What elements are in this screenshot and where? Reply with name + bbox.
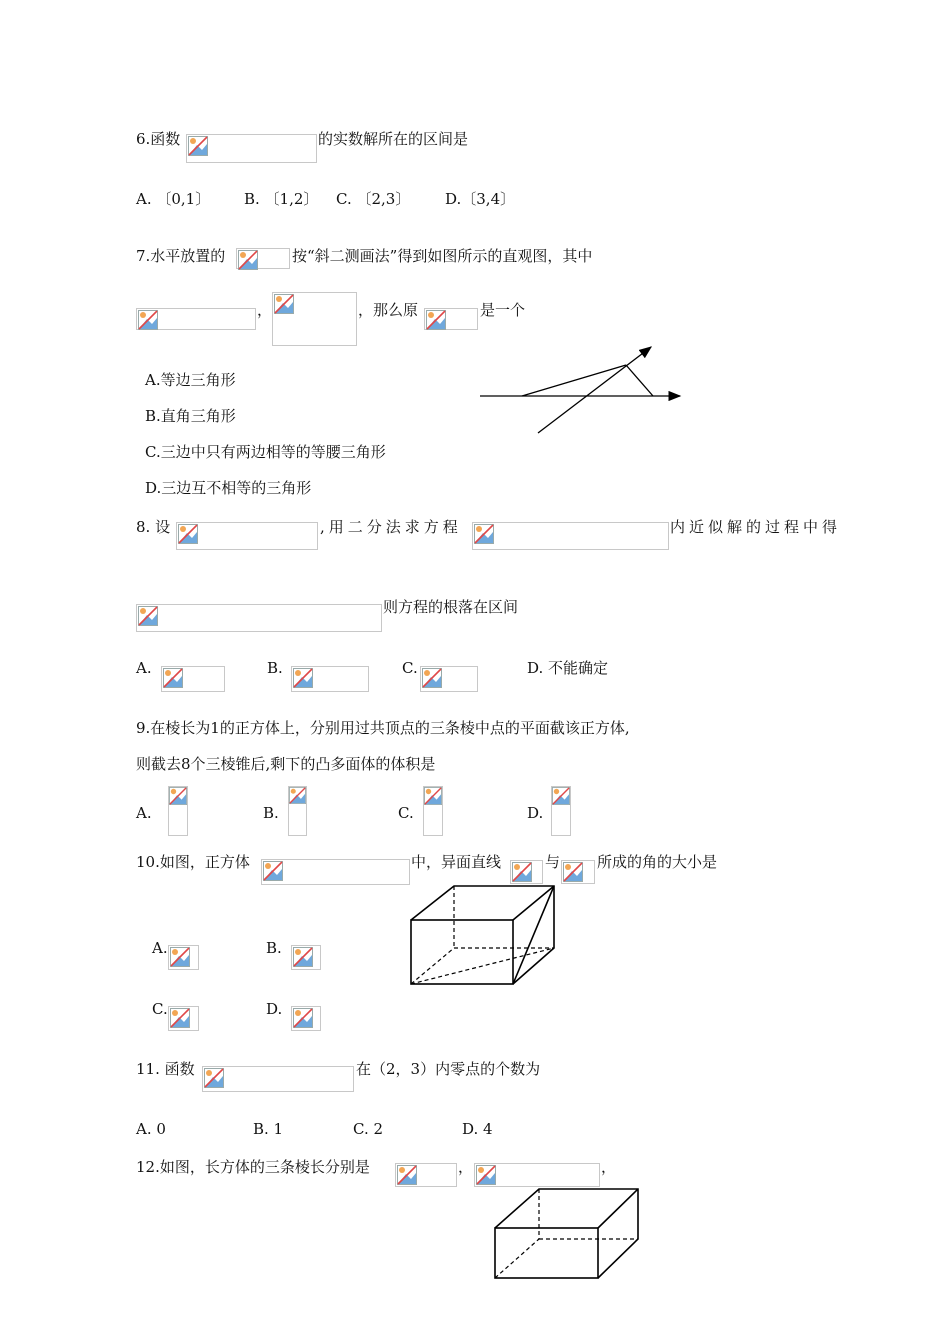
broken-image-icon [476, 1165, 496, 1185]
broken-image-icon [274, 294, 294, 314]
q11-function-image [202, 1066, 354, 1092]
broken-image-icon [289, 787, 306, 804]
broken-image-icon [426, 310, 446, 330]
broken-image-icon [170, 947, 190, 967]
q7-condition-image-2 [272, 292, 357, 346]
q10-stem-middle: 中，异面直线 [411, 853, 502, 871]
q8-stem-end: 内近似解的过程中得 [670, 518, 842, 536]
broken-image-icon [188, 136, 208, 156]
broken-image-icon [238, 250, 258, 270]
broken-image-icon [552, 787, 570, 805]
q11-stem-end: 在（2，3）内零点的个数为 [356, 1060, 541, 1078]
q12-separator-2: ， [601, 1158, 617, 1176]
q6-function-image [186, 134, 317, 163]
q10-line-2-image [561, 860, 595, 884]
q6-option-a: A. 〔0,1〕 [136, 190, 211, 208]
q10-stem-start: 10.如图，正方体 [136, 853, 250, 871]
q10-option-b-image [291, 945, 321, 970]
q8-option-c-image [420, 666, 478, 692]
broken-image-icon [474, 524, 494, 544]
q9-option-c-label: C. [398, 804, 414, 822]
q8-stem-middle: ,用二分法求方程 [320, 518, 462, 536]
q7-option-b: B.直角三角形 [145, 407, 236, 425]
q8-function-image [176, 522, 318, 550]
q7-separator-2: ，那么原 [358, 301, 419, 319]
q8-stem-conclusion: 则方程的根落在区间 [383, 598, 519, 616]
broken-image-icon [293, 1008, 313, 1028]
q10-cube-name-image [261, 859, 410, 885]
q7-option-c: C.三边中只有两边相等的等腰三角形 [145, 443, 386, 461]
q8-option-d: D. 不能确定 [527, 659, 609, 677]
broken-image-icon [563, 862, 583, 882]
q7-option-d: D.三边互不相等的三角形 [145, 479, 312, 497]
q11-option-a: A. 0 [136, 1120, 166, 1138]
broken-image-icon [422, 668, 442, 688]
q11-option-c: C. 2 [353, 1120, 384, 1138]
q7-condition-image-1 [136, 308, 256, 330]
q9-option-b-label: B. [263, 804, 279, 822]
q8-option-c-label: C. [402, 659, 418, 677]
q6-stem-end: 的实数解所在的区间是 [318, 130, 469, 148]
broken-image-icon [424, 787, 442, 805]
q10-option-a-image [168, 945, 199, 970]
broken-image-icon [397, 1165, 417, 1185]
q10-stem-end: 所成的角的大小是 [597, 853, 718, 871]
q7-triangle-image [236, 248, 290, 269]
q9-option-b-image [288, 786, 307, 836]
q9-option-d-label: D. [527, 804, 544, 822]
q8-values-image [136, 604, 382, 632]
q8-option-a-label: A. [136, 659, 152, 677]
q6-option-c: C. 〔2,3〕 [336, 190, 411, 208]
q9-option-d-image [551, 786, 571, 836]
q12-cuboid-figure [492, 1186, 642, 1282]
q8-option-b-label: B. [267, 659, 283, 677]
q7-option-a: A.等边三角形 [145, 371, 236, 389]
q6-stem-start: 6.函数 [136, 130, 181, 148]
q10-stem-and: 与 [545, 853, 561, 871]
broken-image-icon [138, 310, 158, 330]
q10-option-b-label: B. [266, 939, 282, 957]
broken-image-icon [170, 1008, 190, 1028]
q7-stem-start: 7.水平放置的 [136, 247, 226, 265]
q10-option-c-image [168, 1006, 199, 1031]
q12-edge-2-image [474, 1163, 600, 1187]
broken-image-icon [263, 861, 283, 881]
q11-option-d: D. 4 [462, 1120, 493, 1138]
q10-cube-figure [408, 882, 560, 988]
q9-stem-line-2: 则截去8个三棱锥后,剩下的凸多面体的体积是 [136, 755, 436, 773]
q9-option-a-label: A. [136, 804, 152, 822]
broken-image-icon [138, 606, 158, 626]
broken-image-icon [204, 1068, 224, 1088]
q7-oblique-triangle-figure [470, 338, 690, 438]
broken-image-icon [293, 668, 313, 688]
q9-option-a-image [168, 786, 188, 836]
q7-stem-middle: 按“斜二测画法”得到如图所示的直观图，其中 [292, 247, 593, 265]
q11-stem-start: 11. 函数 [136, 1060, 195, 1078]
q8-option-a-image [161, 666, 225, 692]
q8-option-b-image [291, 666, 369, 692]
q9-stem-line-1: 9.在棱长为1的正方体上，分别用过共顶点的三条棱中点的平面截该正方体, [136, 719, 630, 737]
q8-stem-start: 8. 设 [136, 518, 171, 536]
q10-option-c-label: C. [152, 1000, 168, 1018]
q9-option-c-image [423, 786, 443, 836]
q10-option-d-label: D. [266, 1000, 283, 1018]
q12-separator-1: ， [458, 1158, 474, 1176]
q6-option-b: B. 〔1,2〕 [244, 190, 319, 208]
q11-option-b: B. 1 [253, 1120, 284, 1138]
q8-equation-image [472, 522, 669, 550]
broken-image-icon [163, 668, 183, 688]
broken-image-icon [512, 862, 532, 882]
q12-stem-start: 12.如图，长方体的三条棱长分别是 [136, 1158, 370, 1176]
q10-option-a-label: A. [152, 939, 168, 957]
broken-image-icon [169, 787, 187, 805]
q10-option-d-image [291, 1006, 321, 1031]
broken-image-icon [178, 524, 198, 544]
q7-stem-end: 是一个 [480, 301, 526, 319]
q10-line-1-image [510, 860, 543, 884]
q12-edge-1-image [395, 1163, 457, 1187]
q7-triangle-image-2 [424, 308, 478, 330]
broken-image-icon [293, 947, 313, 967]
q7-separator-1: ， [257, 301, 273, 319]
q6-option-d: D.〔3,4〕 [445, 190, 516, 208]
